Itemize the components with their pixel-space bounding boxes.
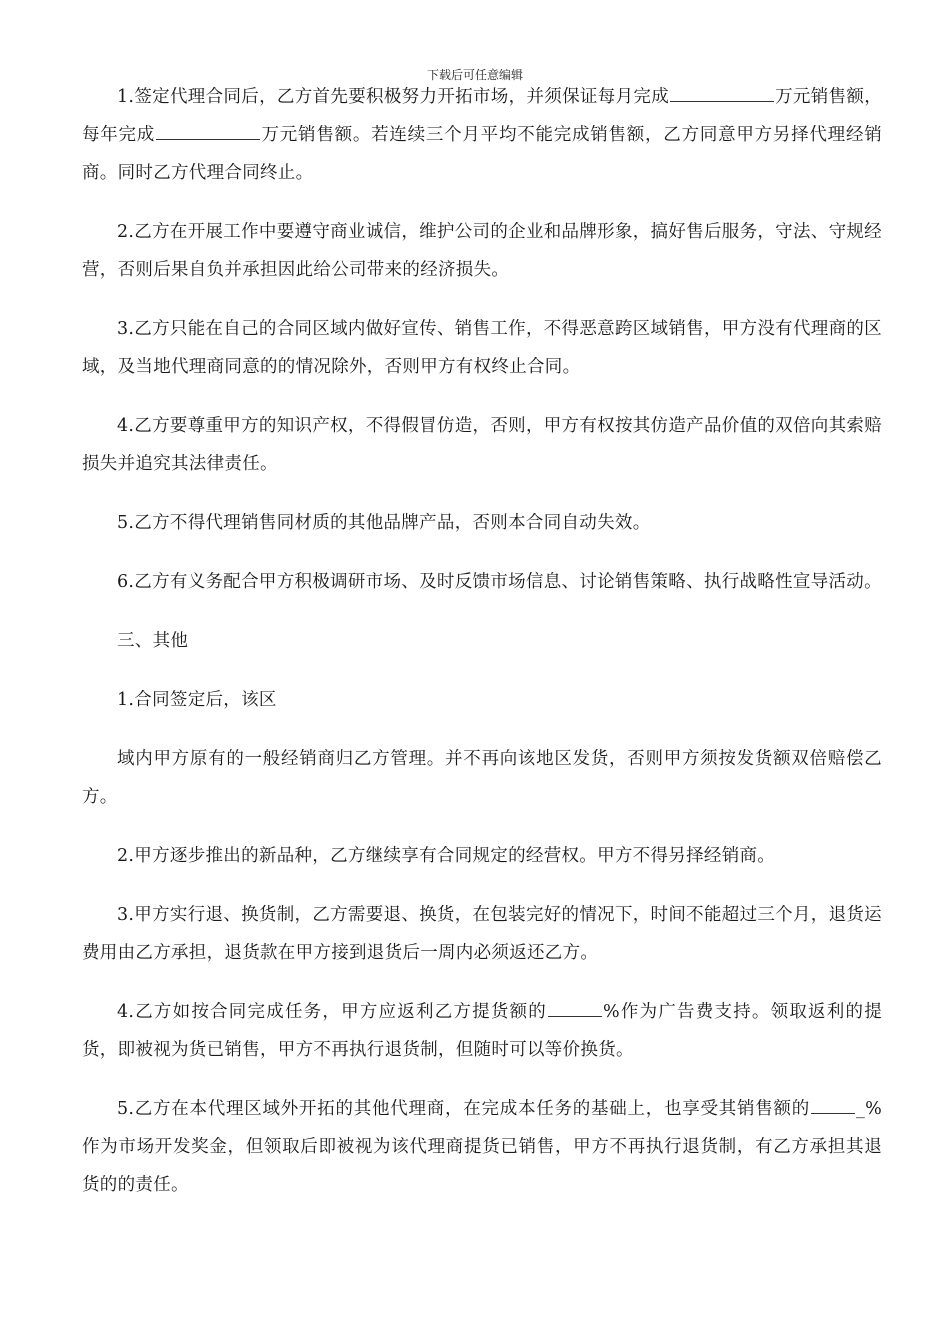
document-body <box>82 78 882 1225</box>
other-5-text-b: _%作为市场开发奖金，但领取后即被视为该代理商提货已销售，甲方不再执行退货制，有乙方承担其退货的的责任。 <box>82 1099 882 1195</box>
clause-6: 6.乙方有义务配合甲方积极调研市场、及时反馈市场信息、讨论销售策略、执行战略性宣导活动。 <box>117 572 882 592</box>
other-4 <box>82 993 882 1069</box>
rebate-percent-blank <box>548 999 602 1018</box>
yearly-sales-blank <box>156 122 260 141</box>
other-1-part-a: 1.合同签定后，该区 <box>117 690 277 710</box>
other-4-text-a: 4.乙方如按合同完成任务，甲方应返利乙方提货额的 <box>117 1002 548 1022</box>
clause-1 <box>82 78 882 192</box>
other-2: 2.甲方逐步推出的新品种，乙方继续享有合同规定的经营权。甲方不得另择经销商。 <box>117 846 776 866</box>
clause-1-text-a: 1.签定代理合同后，乙方首先要积极努力开拓市场，并须保证每月完成 <box>117 87 670 107</box>
section-three-heading: 三、其他 <box>117 631 189 651</box>
clause-3: 3.乙方只能在自己的合同区域内做好宣传、销售工作，不得恶意跨区域销售，甲方没有代理商的区域，及当地代理商同意的的情况除外，否则甲方有权终止合同。 <box>82 319 882 377</box>
other-5 <box>82 1090 882 1204</box>
bonus-percent-blank <box>811 1096 855 1115</box>
clause-1-text-b: 万元销售额，每年完成 <box>82 87 882 145</box>
other-3: 3.甲方实行退、换货制，乙方需要退、换货，在包装完好的情况下，时间不能超过三个月，退货运费用由乙方承担，退货款在甲方接到退货后一周内必须返还乙方。 <box>82 905 882 963</box>
other-1-part-b: 域内甲方原有的一般经销商归乙方管理。并不再向该地区发货，否则甲方须按发货额双倍赔偿乙方。 <box>82 749 882 807</box>
clause-5: 5.乙方不得代理销售同材质的其他品牌产品，否则本合同自动失效。 <box>117 513 651 533</box>
other-5-text-a: 5.乙方在本代理区域外开拓的其他代理商，在完成本任务的基础上，也享受其销售额的 <box>117 1099 811 1119</box>
header-note: 下载后可任意编辑 <box>426 68 523 82</box>
clause-4: 4.乙方要尊重甲方的知识产权，不得假冒仿造，否则，甲方有权按其仿造产品价值的双倍向其索赔损失并追究其法律责任。 <box>82 416 882 474</box>
other-4-text-b: %作为广告费支持。领取返利的提货，即被视为货已销售，甲方不再执行退货制，但随时可以等价换货。 <box>82 1002 882 1060</box>
clause-2: 2.乙方在开展工作中要遵守商业诚信，维护公司的企业和品牌形象，搞好售后服务，守法、守规经营，否则后果自负并承担因此给公司带来的经济损失。 <box>82 222 882 280</box>
clause-1-text-c: 万元销售额。若连续三个月平均不能完成销售额，乙方同意甲方另择代理经销商。同时乙方代理合同终止。 <box>82 125 883 183</box>
monthly-sales-blank <box>670 84 774 103</box>
